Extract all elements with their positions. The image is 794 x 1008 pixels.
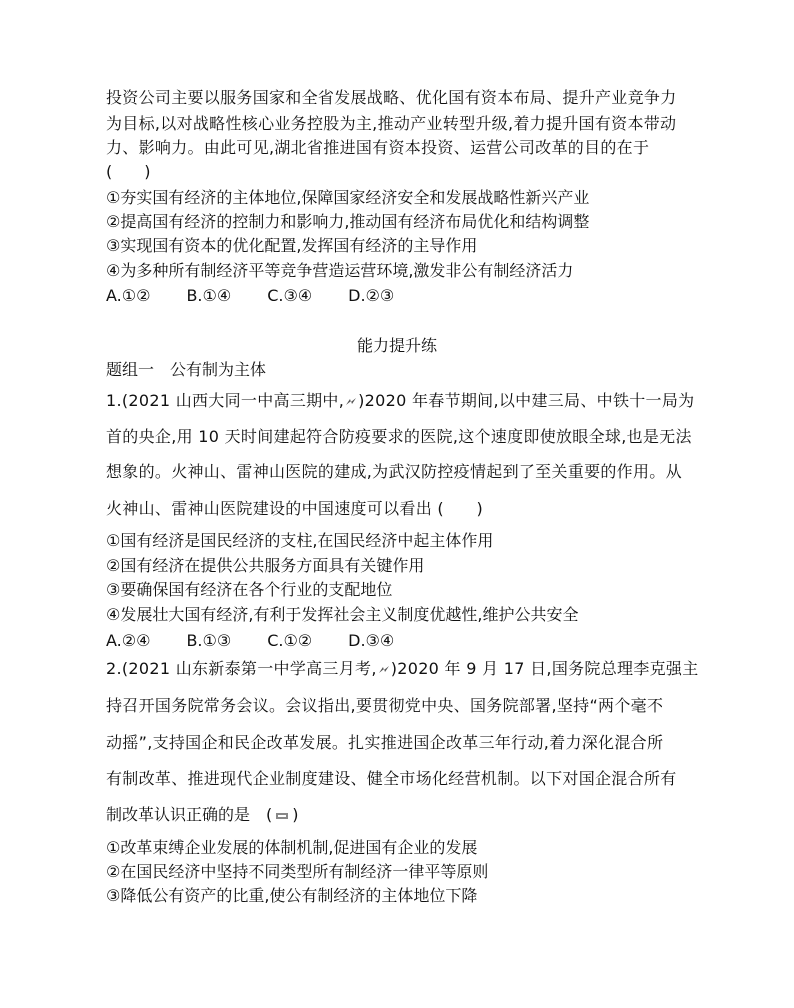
q1-line-4: 火神山、雷神山医院建设的中国速度可以看出 ( ) bbox=[106, 499, 484, 518]
choice-d: D.③④ bbox=[348, 631, 395, 650]
q1-option-4: ④发展壮大国有经济,有利于发挥社会主义制度优越性,维护公共安全 bbox=[106, 605, 579, 624]
q1-head-text: )2020 年春节期间,以中建三局、中铁十一局为 bbox=[358, 391, 695, 410]
q2-line-4: 有制改革、推进现代企业制度建设、健全市场化经营机制。以下对国企混合所有 bbox=[106, 769, 677, 788]
q2-line-3: 动摇”,支持国企和民企改革发展。扎实推进国企改革三年行动,着力深化混合所 bbox=[106, 733, 664, 752]
q2-option-3: ③降低公有资产的比重,使公有制经济的主体地位下降 bbox=[106, 886, 478, 905]
q2-option-1: ①改革束缚企业发展的体制机制,促进国有企业的发展 bbox=[106, 838, 478, 857]
q1-option-1: ①国有经济是国民经济的支柱,在国民经济中起主体作用 bbox=[106, 531, 494, 550]
intro-option-2: ②提高国有经济的控制力和影响力,推动国有经济布局优化和结构调整 bbox=[106, 212, 590, 231]
intro-line-2: 为目标,以对战略性核心业务控股为主,推动产业转型升级,着力提升国有资本带动 bbox=[106, 114, 677, 133]
choice-a: A.①② bbox=[106, 286, 151, 305]
intro-option-4: ④为多种所有制经济平等竞争营造运营环境,激发非公有制经济活力 bbox=[106, 261, 574, 280]
answer-bracket: ( ) bbox=[106, 162, 151, 181]
choice-a: A.②④ bbox=[106, 631, 151, 650]
choice-d: D.②③ bbox=[348, 286, 395, 305]
difficulty-star-icon bbox=[345, 397, 357, 407]
q1-option-3: ③要确保国有经济在各个行业的支配地位 bbox=[106, 580, 393, 599]
intro-choices bbox=[106, 286, 394, 306]
q2-source: 2.(2021 山东新泰第一中学高三月考, bbox=[106, 659, 377, 678]
group-heading: 题组一 公有制为主体 bbox=[106, 360, 267, 379]
q2-bracket-close: ) bbox=[292, 805, 299, 824]
choice-c: C.①② bbox=[267, 631, 313, 650]
q1-header bbox=[106, 391, 694, 411]
q2-line-5 bbox=[106, 805, 299, 825]
q2-stem-end: 制改革认识正确的是 ( bbox=[106, 805, 273, 824]
q1-option-2: ②国有经济在提供公共服务方面具有关键作用 bbox=[106, 556, 425, 575]
q1-line-2: 首的央企,用 10 天时间建起符合防疫要求的医院,这个速度即使放眼全球,也是无法 bbox=[106, 427, 692, 446]
intro-line-1: 投资公司主要以服务国家和全省发展战略、优化国有资本布局、提升产业竞争力 bbox=[106, 88, 677, 107]
intro-option-1: ①夯实国有经济的主体地位,保障国家经济安全和发展战略性新兴产业 bbox=[106, 188, 590, 207]
section-title: 能力提升练 bbox=[356, 336, 437, 355]
choice-c: C.③④ bbox=[267, 286, 313, 305]
choice-b: B.①④ bbox=[186, 286, 232, 305]
q1-choices bbox=[106, 631, 394, 651]
q2-head-text: )2020 年 9 月 17 日,国务院总理李克强主 bbox=[390, 659, 699, 678]
difficulty-star-icon bbox=[378, 665, 390, 675]
q2-line-2: 持召开国务院常务会议。会议指出,要贯彻党中央、国务院部署,坚持“两个毫不 bbox=[106, 696, 664, 715]
intro-line-3: 力、影响力。由此可见,湖北省推进国有资本投资、运营公司改革的目的在于 bbox=[106, 138, 650, 157]
q2-header bbox=[106, 659, 699, 679]
question-tag-icon bbox=[276, 812, 288, 820]
q2-option-2: ②在国民经济中坚持不同类型所有制经济一律平等原则 bbox=[106, 862, 489, 881]
choice-b: B.①③ bbox=[186, 631, 232, 650]
q1-line-3: 想象的。火神山、雷神山医院的建成,为武汉防控疫情起到了至关重要的作用。从 bbox=[106, 462, 682, 481]
q1-source: 1.(2021 山西大同一中高三期中, bbox=[106, 391, 345, 410]
intro-option-3: ③实现国有资本的优化配置,发挥国有经济的主导作用 bbox=[106, 236, 478, 255]
